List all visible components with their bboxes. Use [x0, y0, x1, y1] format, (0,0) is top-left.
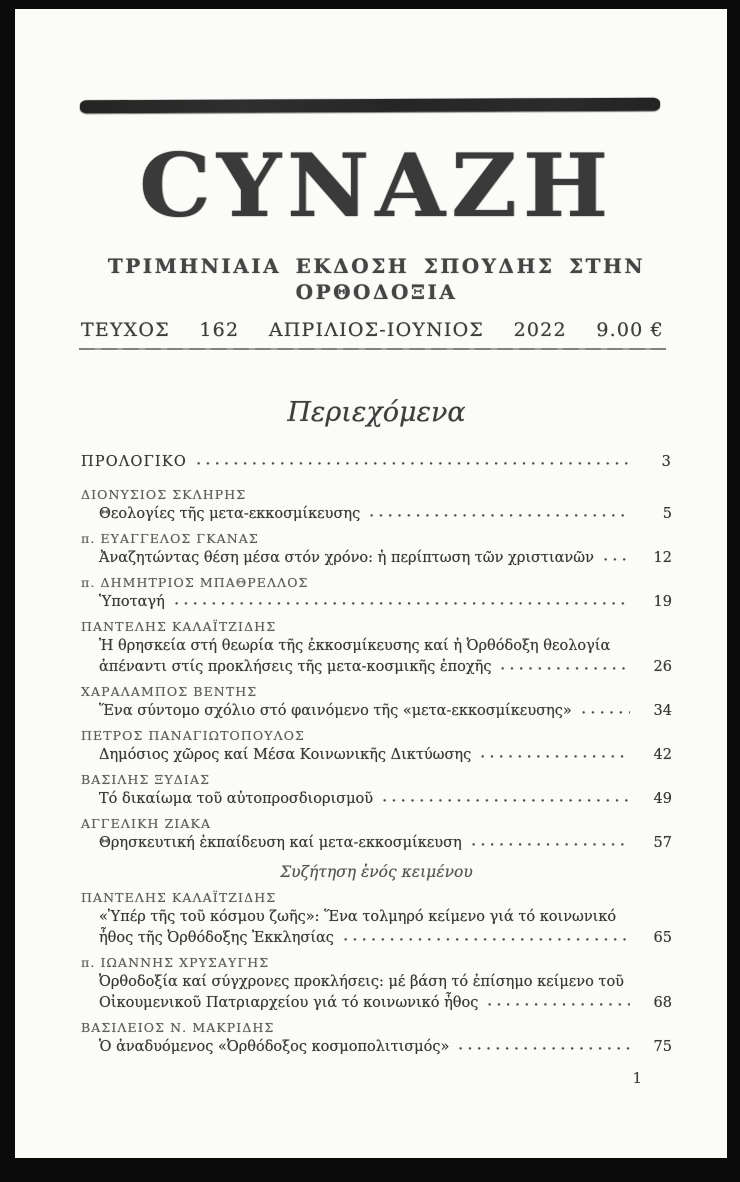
issue-price: 9.00 €	[596, 319, 664, 341]
toc-leader-line	[81, 993, 672, 1014]
toc-leader-line	[81, 592, 672, 613]
toc-author: ΠΕΤΡΟΣ ΠΑΝΑΓΙΩΤΟΠΟΥΛΟΣ	[81, 728, 305, 743]
toc-page-number: 65	[653, 930, 672, 946]
toc-author: ΠΑΝΤΕΛΗΣ ΚΑΛΑΪΤΖΙΔΗΣ	[81, 890, 277, 905]
toc-author: ΧΑΡΑΛΑΜΠΟΣ ΒΕΝΤΗΣ	[81, 684, 258, 699]
dot-leader	[481, 753, 630, 759]
toc-author: π. ΕΥΑΓΓΕΛΟΣ ΓΚΑΝΑΣ	[81, 531, 259, 546]
issue-number: 162	[199, 319, 240, 341]
issue-label: ΤΕΥΧΟΣ	[81, 319, 170, 341]
toc-entry	[81, 485, 672, 525]
toc-author: ΒΑΣΙΛΗΣ ΞΥΔΙΑΣ	[81, 772, 211, 787]
toc-title-text: Ἕνα σύντομο σχόλιο στό φαινόμενο τῆς «μετα-εκκοσμίκευσης»	[99, 703, 572, 719]
toc-page-number: 49	[653, 791, 672, 807]
toc-page-number: 12	[653, 550, 672, 566]
toc-page-number: 26	[653, 659, 672, 675]
toc-title-text: Ἀναζητώντας θέση μέσα στόν χρόνο: ἡ περίπτωση τῶν χριστιανῶν	[99, 550, 594, 566]
toc-title-text: Ἡ θρησκεία στή θεωρία τῆς ἐκκοσμίκευσης καί ἡ Ὀρθόδοξη θεολογία	[99, 638, 611, 654]
toc-author: ΠΑΝΤΕΛΗΣ ΚΑΛΑΪΤΖΙΔΗΣ	[81, 619, 277, 634]
toc-leader-line	[81, 745, 672, 766]
toc-leader-line	[81, 928, 672, 949]
toc-title-line	[81, 972, 672, 993]
toc-entry	[81, 452, 672, 473]
dot-leader	[604, 556, 630, 562]
toc-title-text: ΠΡΟΛΟΓΙΚΟ	[81, 454, 187, 470]
dot-leader	[501, 665, 630, 671]
dot-leader	[488, 1001, 630, 1007]
folio-page-number: 1	[632, 1069, 642, 1087]
toc-leader-line	[81, 701, 672, 722]
toc-entry	[81, 953, 672, 1014]
toc-page-number: 57	[653, 835, 672, 851]
toc-leader-line	[81, 789, 672, 810]
toc-leader-line	[81, 452, 672, 473]
toc-title-text: Οἰκουμενικοῦ Πατριαρχείου γιά τό κοινωνικό ἦθος	[99, 995, 479, 1011]
toc-title-text: Θεολογίες τῆς μετα-εκκοσμίκευσης	[99, 506, 361, 522]
toc-title-text: Ὀρθοδοξία καί σύγχρονες προκλήσεις: μέ βάση τό ἐπίσημο κείμενο τοῦ	[99, 974, 624, 990]
toc-leader-line	[81, 833, 672, 854]
toc-leader-line	[81, 657, 672, 678]
dot-leader	[344, 936, 630, 942]
toc-title-text: ἦθος τῆς Ὀρθόδοξης Ἐκκλησίας	[99, 930, 334, 946]
toc-page-number: 34	[653, 703, 672, 719]
journal-page	[15, 9, 727, 1158]
dot-leader	[459, 1045, 630, 1051]
masthead-rule	[80, 98, 660, 114]
toc-author: π. ΙΩΑΝΝΗΣ ΧΡΥΣΑΥΓΗΣ	[81, 955, 270, 970]
dot-leader	[582, 709, 630, 715]
toc-page-number: 5	[662, 506, 672, 522]
page-content	[79, 9, 674, 1158]
toc-title-text: Δημόσιος χῶρος καί Μέσα Κοινωνικῆς Δικτύωσης	[99, 747, 472, 763]
toc-page-number: 42	[653, 747, 672, 763]
dot-leader	[197, 460, 630, 466]
issue-line	[81, 319, 664, 341]
toc-leader-line	[81, 548, 672, 569]
toc-page-number: 75	[653, 1039, 672, 1055]
issue-rule	[79, 348, 666, 350]
toc-title-text: ἀπέναντι στίς προκλήσεις τῆς μετα-κοσμικῆς ἐποχῆς	[99, 659, 492, 675]
toc-entry	[81, 888, 672, 949]
toc-title-text: Ὁ ἀναδυόμενος «Ὀρθόδοξος κοσμοπολιτισμός»	[99, 1039, 450, 1055]
toc-entry	[81, 1018, 672, 1058]
toc-author: ΑΓΓΕΛΙΚΗ ΖΙΑΚΑ	[81, 816, 212, 831]
toc-title-text: Θρησκευτική ἐκπαίδευση καί μετα-εκκοσμίκευση	[99, 835, 462, 851]
toc-author: ΒΑΣΙΛΕΙΟΣ Ν. ΜΑΚΡΙΔΗΣ	[81, 1020, 275, 1035]
toc-leader-line	[81, 504, 672, 525]
toc-entry	[81, 726, 672, 766]
journal-subtitle: ΤΡΙΜΗΝΙΑΙΑ ΕΚΔΟΣΗ ΣΠΟΥΔΗΣ ΣΤΗΝ ΟΡΘΟΔΟΞΙΑ	[107, 254, 646, 304]
toc-page-number: 19	[653, 594, 672, 610]
toc-page-number: 68	[653, 995, 672, 1011]
toc-title-line	[81, 636, 672, 657]
dot-leader	[383, 797, 630, 803]
toc-entry	[81, 617, 672, 678]
issue-year: 2022	[513, 319, 567, 341]
contents-heading: Περιεχόμενα	[287, 397, 466, 428]
dot-leader	[472, 841, 630, 847]
toc-section-heading: Συζήτηση ἑνός κειμένου	[280, 863, 473, 881]
journal-logo: CYNAZH	[139, 134, 614, 238]
toc-title-text: Ὑποταγή	[99, 594, 165, 610]
toc-entry	[81, 682, 672, 722]
toc-entry	[81, 770, 672, 810]
dot-leader	[175, 600, 630, 606]
toc-leader-line	[81, 1037, 672, 1058]
toc-entry	[81, 573, 672, 613]
toc-author: ΔΙΟΝΥΣΙΟΣ ΣΚΛΗΡΗΣ	[81, 487, 247, 502]
toc-author: π. ΔΗΜΗΤΡΙΟΣ ΜΠΑΘΡΕΛΛΟΣ	[81, 575, 309, 590]
toc-page-number: 3	[661, 454, 672, 470]
issue-period: ΑΠΡΙΛΙΟΣ-ΙΟΥΝΙΟΣ	[268, 319, 485, 341]
toc-entry	[81, 814, 672, 854]
toc	[81, 452, 672, 1058]
toc-title-line	[81, 907, 672, 928]
toc-title-text: «Ὑπέρ τῆς τοῦ κόσμου ζωῆς»: Ἕνα τολμηρό κείμενο γιά τό κοινωνικό	[99, 909, 617, 925]
toc-entry	[81, 529, 672, 569]
toc-title-text: Τό δικαίωμα τοῦ αὐτοπροσδιορισμοῦ	[99, 791, 374, 807]
dot-leader	[370, 512, 630, 518]
